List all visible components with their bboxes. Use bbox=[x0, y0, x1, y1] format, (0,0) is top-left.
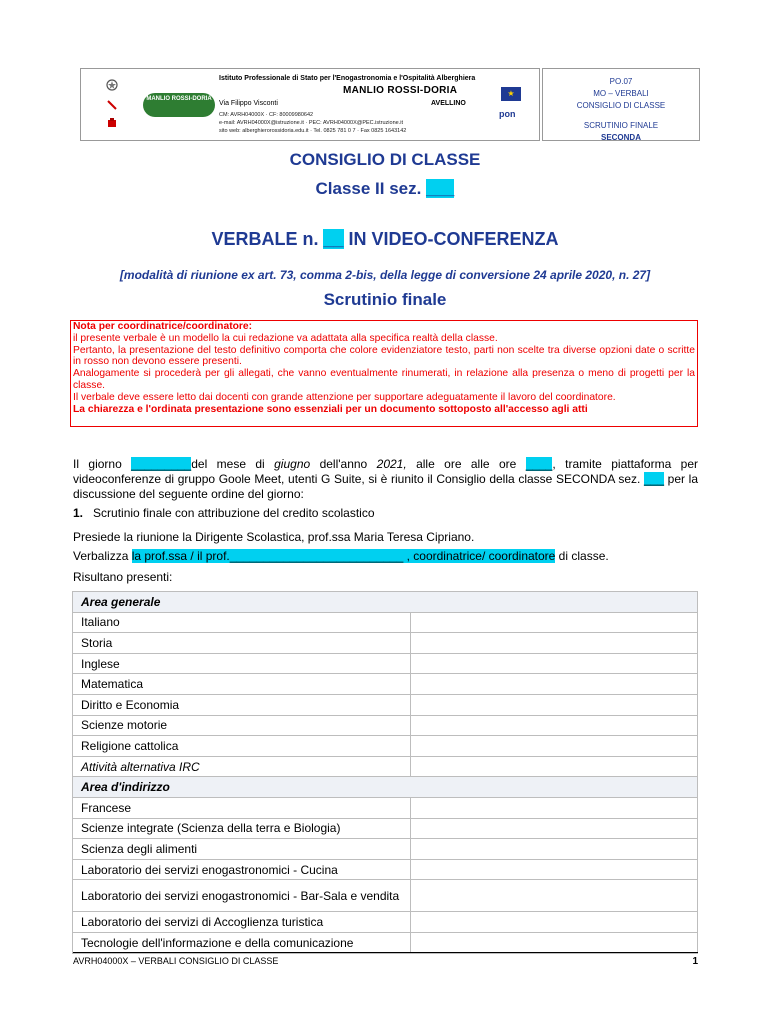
footer-text: AVRH04000X – VERBALI CONSIGLIO DI CLASSE bbox=[73, 956, 279, 966]
teacher-cell[interactable] bbox=[411, 912, 698, 933]
teacher-cell[interactable] bbox=[411, 932, 698, 953]
table-row bbox=[73, 912, 698, 933]
table-row bbox=[73, 932, 698, 953]
table-row bbox=[73, 839, 698, 860]
subject-cell: Tecnologie dell'informazione e della comunicazione bbox=[73, 932, 411, 953]
table-row bbox=[73, 880, 698, 912]
school-name: MANLIO ROSSI-DORIA bbox=[343, 85, 458, 96]
subject-cell: Area generale bbox=[73, 592, 698, 613]
teacher-cell[interactable] bbox=[411, 880, 698, 912]
institute-line: Istituto Professionale di Stato per l'Enogastronomia e l'Ospitalità Alberghiera bbox=[219, 75, 476, 82]
note-line: Il verbale deve essere letto dai docenti con grande attenzione per supportare adeguatamente il lavoro del coordinatore. bbox=[73, 391, 616, 403]
subject-cell: Italiano bbox=[73, 612, 411, 633]
italian-republic-emblem-icon bbox=[106, 79, 118, 91]
teacher-cell[interactable] bbox=[411, 736, 698, 757]
subject-cell: Inglese bbox=[73, 653, 411, 674]
meeting-paragraph: Il giorno _________del mese di giugno dell'anno 2021, alle ore alle ore ____, tramite piattaforma per videoconferenze di gruppo Goole Meet, utenti G Suite, si è riunito il Consiglio della classe SECONDA sez. ___ per la discussione del seguente ordine del giorno: bbox=[73, 457, 698, 501]
address: Via Filippo Visconti bbox=[219, 100, 278, 107]
subject-cell: Matematica bbox=[73, 674, 411, 695]
region-emblem-icon bbox=[106, 99, 118, 111]
school-logo: MANLIO ROSSI-DORIA bbox=[143, 93, 215, 117]
table-row bbox=[73, 756, 698, 777]
classe-title: Classe II sez. ___ bbox=[315, 179, 455, 198]
subject-cell: Laboratorio dei servizi enogastronomici - Cucina bbox=[73, 859, 411, 880]
subject-cell: Laboratorio dei servizi enogastronomici - Bar-Sala e vendita bbox=[73, 880, 411, 912]
note-line: Analogamente si procederà per gli allegati, che vanno eventualmente rinumerati, in relazione alla presenza o meno di progetti per la classe. bbox=[73, 368, 695, 391]
consiglio-title: CONSIGLIO DI CLASSE bbox=[289, 150, 481, 169]
verbale-title: VERBALE n. __ IN VIDEO-CONFERENZA bbox=[211, 229, 559, 249]
header-cf-line: CM: AVRH04000X · CF: 80009980642 bbox=[219, 112, 314, 118]
table-row bbox=[73, 612, 698, 633]
teacher-cell[interactable] bbox=[411, 839, 698, 860]
table-section-row bbox=[73, 592, 698, 613]
eu-flag-icon: ★ bbox=[501, 87, 521, 101]
teacher-cell[interactable] bbox=[411, 612, 698, 633]
teacher-cell[interactable] bbox=[411, 797, 698, 818]
subject-cell: Scienze motorie bbox=[73, 715, 411, 736]
verbale-number-blank: __ bbox=[323, 229, 344, 249]
time-blank: ____ bbox=[525, 457, 553, 471]
verbalizza-highlight: la prof.ssa / il prof.__________________________ , coordinatrice/ coordinatore bbox=[131, 549, 556, 563]
teacher-cell[interactable] bbox=[411, 859, 698, 880]
subject-cell: Diritto e Economia bbox=[73, 694, 411, 715]
teacher-cell[interactable] bbox=[411, 756, 698, 777]
table-row bbox=[73, 674, 698, 695]
classe-blank: ___ bbox=[426, 179, 455, 198]
subject-cell: Scienza degli alimenti bbox=[73, 839, 411, 860]
teacher-cell[interactable] bbox=[411, 674, 698, 695]
attendance-table bbox=[72, 591, 698, 954]
table-row bbox=[73, 633, 698, 654]
table-row bbox=[73, 818, 698, 839]
doc-line2: CONSIGLIO DI CLASSE bbox=[576, 101, 666, 110]
city: AVELLINO bbox=[431, 100, 466, 107]
table-row bbox=[73, 736, 698, 757]
table-section-row bbox=[73, 777, 698, 798]
letterhead bbox=[80, 68, 540, 141]
note-heading: Nota per coordinatrice/coordinatore: bbox=[73, 321, 253, 332]
risultano-line: Risultano presenti: bbox=[73, 570, 173, 584]
province-emblem-icon bbox=[106, 117, 118, 129]
teacher-cell[interactable] bbox=[411, 653, 698, 674]
subject-cell: Area d'indirizzo bbox=[73, 777, 698, 798]
subject-cell: Religione cattolica bbox=[73, 736, 411, 757]
page-footer bbox=[73, 952, 698, 966]
subject-cell: Francese bbox=[73, 797, 411, 818]
note-line: il presente verbale è un modello la cui redazione va adattata alla specifica realtà della classe. bbox=[73, 332, 498, 344]
scrutinio-title: Scrutinio finale bbox=[323, 290, 447, 309]
presiede-line: Presiede la riunione la Dirigente Scolastica, prof.ssa Maria Teresa Cipriano. bbox=[73, 530, 475, 544]
doc-line4: SECONDA bbox=[600, 133, 641, 142]
note-line: Pertanto, la presentazione del testo definitivo comporta che colore evidenziatore testo, parti non scelte tra diverse opzioni date o scritte in rosso non devono essere presenti. bbox=[73, 344, 695, 368]
teacher-cell[interactable] bbox=[411, 694, 698, 715]
page-number: 1 bbox=[692, 956, 698, 967]
doc-line3: SCRUTINIO FINALE bbox=[583, 121, 659, 130]
section-blank: ___ bbox=[643, 472, 665, 486]
table-row bbox=[73, 694, 698, 715]
agenda-item: 1. Scrutinio finale con attribuzione del credito scolastico bbox=[73, 506, 375, 520]
subject-cell: Storia bbox=[73, 633, 411, 654]
note-line-bold: La chiarezza e l'ordinata presentazione sono essenziali per un documento sottoposto all'accesso agli atti bbox=[73, 403, 588, 415]
doc-code: PO.07 bbox=[609, 77, 633, 86]
teacher-cell[interactable] bbox=[411, 633, 698, 654]
subject-cell: Scienze integrate (Scienza della terra e Biologia) bbox=[73, 818, 411, 839]
pon-logo: pon bbox=[499, 109, 516, 119]
teacher-cell[interactable] bbox=[411, 818, 698, 839]
day-blank: _________ bbox=[131, 457, 192, 471]
table-row bbox=[73, 653, 698, 674]
coordinator-note bbox=[70, 320, 698, 427]
subject-cell: Laboratorio dei servizi di Accoglienza turistica bbox=[73, 912, 411, 933]
header-web-line: sito web: alberghierorossidoria.edu.it · Tel. 0825 781 0 7 · Fax 0825 1643142 bbox=[219, 128, 407, 134]
table-row bbox=[73, 715, 698, 736]
document-code-box bbox=[542, 68, 700, 141]
subject-cell: Attività alternativa IRC bbox=[73, 756, 411, 777]
table-row bbox=[73, 859, 698, 880]
modalita-subtitle: [modalità di riunione ex art. 73, comma 2-bis, della legge di conversione 24 aprile 2020, n. 27] bbox=[119, 268, 651, 282]
teacher-cell[interactable] bbox=[411, 715, 698, 736]
header-email-line: e-mail: AVRH04000X@istruzione.it · PEC: AVRH04000X@PEC.istruzione.it bbox=[219, 120, 403, 126]
doc-line1: MO – VERBALI bbox=[593, 89, 649, 98]
table-row bbox=[73, 797, 698, 818]
verbalizza-line: Verbalizza la prof.ssa / il prof.__________________________ , coordinatrice/ coordinatore di classe. bbox=[73, 549, 609, 563]
